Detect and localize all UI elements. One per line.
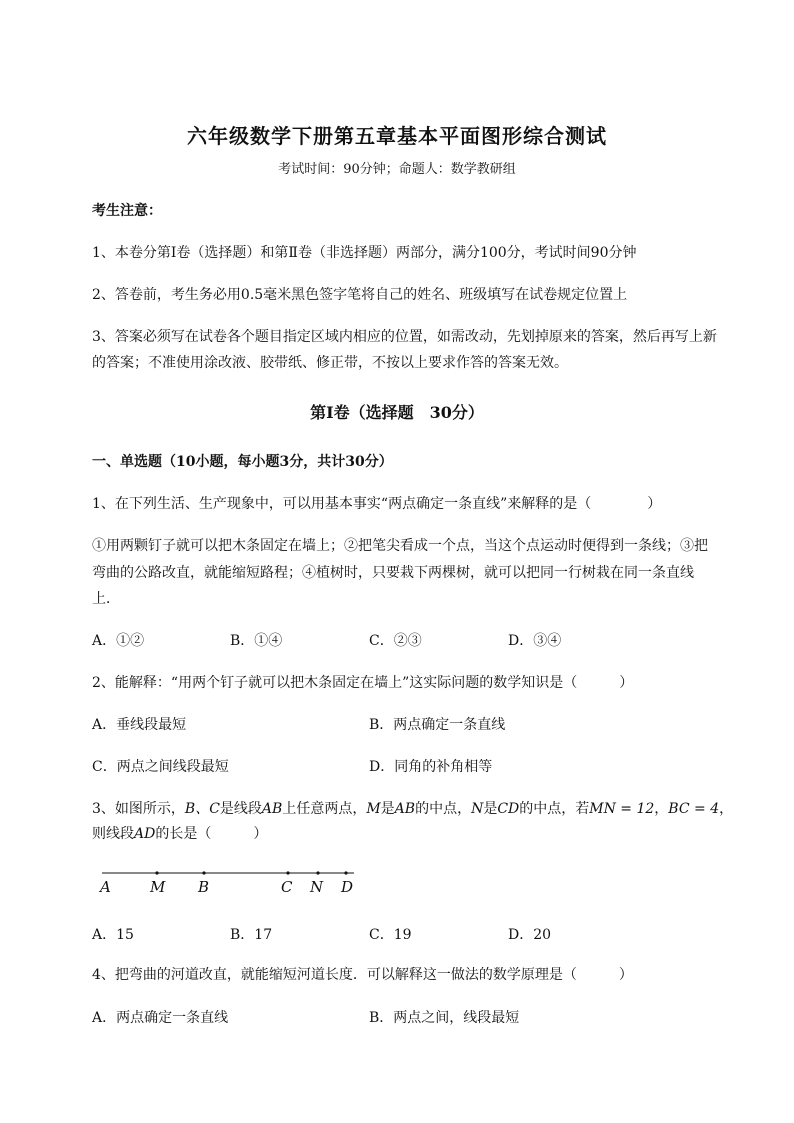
q1-body-line-1: ①用两颗钉子就可以把木条固定在墙上；②把笔尖看成一个点，当这个点运动时便得到一条线；③把	[92, 538, 708, 554]
q1-option-b[interactable]: B．①④	[230, 633, 283, 649]
q1-option-d[interactable]: D．③④	[508, 633, 562, 649]
q3-stem-text: ，	[719, 801, 734, 817]
notice-item-1: 1、本卷分第I卷（选择题）和第Ⅱ卷（非选择题）两部分，满分100分，考试时间90分钟	[92, 245, 637, 261]
q3-var-ab: AB	[394, 801, 416, 817]
q3-line-figure	[92, 862, 362, 902]
q3-option-c[interactable]: C．19	[369, 927, 412, 943]
q2-stem: 2、能解释：“用两个钉子就可以把木条固定在墙上”这实际问题的数学知识是（ ）	[92, 675, 634, 691]
q2-option-c[interactable]: C．两点之间线段最短	[92, 759, 229, 775]
q3-stem-text: 则线段	[92, 826, 134, 842]
q3-var-ad: AD	[134, 826, 156, 842]
point-n	[316, 871, 319, 874]
notice-heading: 考生注意：	[92, 203, 162, 219]
section-title: 第I卷（选择题 30分）	[310, 403, 484, 422]
q4-option-b[interactable]: B．两点之间，线段最短	[369, 1010, 520, 1026]
q3-stem-text: 的中点，若	[519, 801, 590, 817]
label-b: B	[198, 878, 210, 896]
q3-stem	[92, 798, 733, 818]
q1-body-line-3: 上．	[92, 591, 120, 607]
q4-option-a[interactable]: A．两点确定一条直线	[92, 1010, 229, 1026]
q3-var-m: M	[366, 801, 381, 817]
point-d	[344, 871, 347, 874]
part-heading: 一、单选题（10小题，每小题3分，共计30分）	[92, 454, 393, 470]
q3-stem-text: 3、如图所示，	[92, 801, 185, 817]
notice-item-2: 2、答卷前，考生务必用0.5毫米黑色签字笔将自己的姓名、班级填写在试卷规定位置上	[92, 287, 628, 303]
point-b	[202, 871, 205, 874]
label-c: C	[281, 878, 293, 896]
q3-var-cd: CD	[497, 801, 520, 817]
q3-var-n: N	[471, 801, 484, 817]
page-title: 六年级数学下册第五章基本平面图形综合测试	[187, 124, 607, 148]
q1-option-a[interactable]: A．①②	[92, 633, 145, 649]
q3-option-d[interactable]: D．20	[508, 927, 552, 943]
exam-info: 考试时间：90分钟；命题人：数学教研组	[278, 162, 516, 177]
label-n: N	[310, 878, 324, 896]
label-m: M	[150, 878, 166, 896]
q2-option-a[interactable]: A．垂线段最短	[92, 717, 187, 733]
label-a: A	[100, 878, 111, 896]
notice-item-3-cont: 的答案；不准使用涂改液、胶带纸、修正带，不按以上要求作答的答案无效。	[92, 355, 568, 371]
q3-eq-bc: BC = 4	[668, 801, 720, 817]
notice-item-3: 3、答案必须写在试卷各个题目指定区域内相应的位置，如需改动，先划掉原来的答案，然后再写上新	[92, 329, 717, 345]
q3-eq-mn: MN = 12	[589, 801, 655, 817]
q3-option-a[interactable]: A．15	[92, 927, 134, 943]
label-d: D	[341, 878, 354, 896]
q1-body-line-2: 弯曲的公路改直，就能缩短路程；④植树时，只要栽下两棵树，就可以把同一行树栽在同一条直线	[92, 565, 694, 581]
q3-stem-text: 的中点，	[415, 801, 472, 817]
q3-option-b[interactable]: B．17	[230, 927, 273, 943]
q3-var-bc: B、C	[184, 801, 220, 817]
point-m	[155, 871, 158, 874]
q3-stem-text: 上任意两点，	[282, 801, 367, 817]
q3-stem-text: 的长是（ ）	[155, 826, 268, 842]
point-c	[286, 871, 289, 874]
q3-stem-line-2	[92, 823, 267, 843]
q3-stem-text: 是	[483, 801, 498, 817]
q3-stem-text: 是线段	[219, 801, 262, 817]
q4-stem: 4、把弯曲的河道改直，就能缩短河道长度．可以解释这一做法的数学原理是（ ）	[92, 967, 633, 983]
q3-stem-text: ，	[654, 801, 669, 817]
q2-option-b[interactable]: B．两点确定一条直线	[369, 717, 506, 733]
q3-var-ab: AB	[261, 801, 283, 817]
q3-stem-text: 是	[380, 801, 395, 817]
q1-stem: 1、在下列生活、生产现象中，可以用基本事实“两点确定一条直线”来解释的是（ ）	[92, 496, 662, 512]
q1-option-c[interactable]: C．②③	[369, 633, 422, 649]
q2-option-d[interactable]: D．同角的补角相等	[369, 759, 493, 775]
